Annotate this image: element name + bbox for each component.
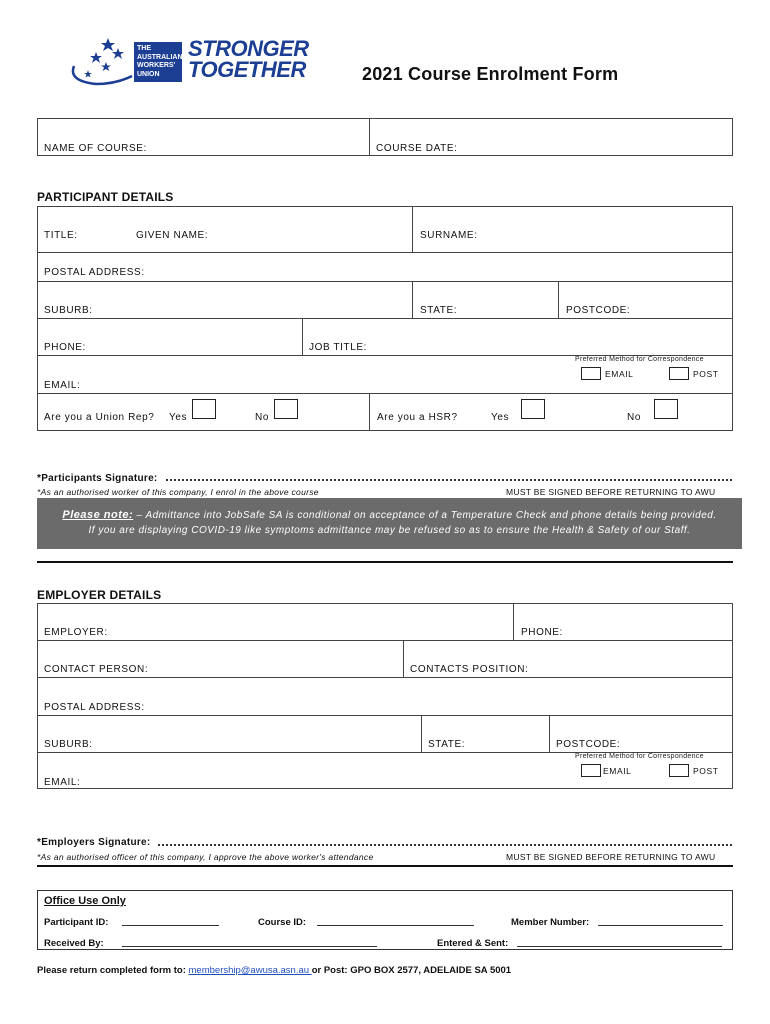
hsr-yes-label: Yes	[491, 412, 510, 423]
pref-email-checkbox[interactable]	[581, 367, 601, 380]
received-by-label: Received By:	[44, 938, 104, 949]
surname-field[interactable]: SURNAME:	[420, 230, 478, 241]
pref-email-label: EMAIL	[605, 369, 634, 379]
employer-postal-address-field[interactable]: POSTAL ADDRESS:	[44, 702, 145, 713]
employer-state-field[interactable]: STATE:	[428, 739, 466, 750]
logo-text: WORKERS'	[137, 62, 176, 69]
employer-signature-note: *As an authorised officer of this company, I approve the above worker's attendance	[37, 852, 374, 862]
union-rep-no-checkbox[interactable]	[274, 399, 298, 419]
participant-signature-note: *As an authorised worker of this company, I enrol in the above course	[37, 487, 319, 497]
slogan-line: STRONGER	[188, 36, 309, 61]
employer-table	[37, 603, 733, 789]
return-post: Post: GPO BOX 2577, ADELAIDE SA 5001	[323, 965, 512, 976]
member-number-label: Member Number:	[511, 917, 590, 928]
employer-postcode-field[interactable]: POSTCODE:	[556, 739, 621, 750]
stars-swoosh-icon	[66, 36, 136, 86]
employer-phone-field[interactable]: PHONE:	[521, 627, 563, 638]
member-number-line[interactable]	[598, 925, 723, 926]
slogan-line: TOGETHER	[188, 57, 306, 82]
suburb-field[interactable]: SUBURB:	[44, 305, 93, 316]
union-rep-yes-checkbox[interactable]	[192, 399, 216, 419]
participant-heading: PARTICIPANT DETAILS	[37, 190, 174, 204]
postcode-field[interactable]: POSTCODE:	[566, 305, 631, 316]
hsr-no-checkbox[interactable]	[654, 399, 678, 419]
membership-email-link[interactable]: membership@awusa.asn.au	[188, 965, 312, 976]
pref-correspondence-label: Preferred Method for Correspondence	[575, 356, 704, 363]
participant-id-line[interactable]	[122, 925, 219, 926]
postal-address-field[interactable]: POSTAL ADDRESS:	[44, 267, 145, 278]
hsr-question: Are you a HSR?	[377, 412, 458, 423]
employer-field[interactable]: EMPLOYER:	[44, 627, 108, 638]
course-id-line[interactable]	[317, 925, 474, 926]
office-use-box	[37, 890, 733, 950]
received-by-line[interactable]	[122, 946, 377, 947]
employer-signature-label: *Employers Signature:	[37, 837, 151, 848]
union-name-box	[134, 42, 182, 82]
entered-sent-label: Entered & Sent:	[437, 938, 509, 949]
pref-post-label: POST	[693, 369, 719, 379]
hsr-yes-checkbox[interactable]	[521, 399, 545, 419]
participant-signature-line[interactable]	[166, 475, 732, 481]
course-name-field[interactable]: NAME OF COURSE:	[44, 143, 147, 154]
employer-pref-email-label: EMAIL	[603, 766, 632, 776]
contact-person-field[interactable]: CONTACT PERSON:	[44, 664, 149, 675]
pref-post-checkbox[interactable]	[669, 367, 689, 380]
return-or: or	[311, 965, 324, 976]
job-title-field[interactable]: JOB TITLE:	[309, 342, 368, 353]
entered-sent-line[interactable]	[517, 946, 722, 947]
employer-pref-post-label: POST	[693, 766, 719, 776]
logo-text: THE	[137, 45, 151, 52]
course-date-field[interactable]: COURSE DATE:	[376, 143, 458, 154]
participant-id-label: Participant ID:	[44, 917, 109, 928]
notice-line1: – Admittance into JobSafe SA is conditional on acceptance of a Temperature Check and phone details being provided.	[133, 510, 717, 521]
employer-email-field[interactable]: EMAIL:	[44, 777, 81, 788]
return-instructions	[37, 965, 511, 976]
page-title: 2021 Course Enrolment Form	[362, 64, 619, 84]
employer-must-sign: MUST BE SIGNED BEFORE RETURNING TO AWU	[506, 852, 716, 862]
hsr-no-label: No	[627, 412, 641, 423]
state-field[interactable]: STATE:	[420, 305, 458, 316]
given-name-field[interactable]: GIVEN NAME:	[136, 230, 209, 241]
logo-text: UNION	[137, 70, 160, 78]
divider	[37, 865, 733, 867]
union-rep-yes-label: Yes	[169, 412, 188, 423]
phone-field[interactable]: PHONE:	[44, 342, 86, 353]
employer-pref-email-checkbox[interactable]	[581, 764, 601, 777]
notice-heading: Please note:	[62, 509, 134, 521]
divider	[37, 561, 733, 563]
employer-signature-line[interactable]	[158, 840, 732, 846]
slogan	[188, 38, 309, 80]
participant-signature-label: *Participants Signature:	[37, 473, 158, 484]
office-use-heading: Office Use Only	[44, 895, 126, 907]
course-id-label: Course ID:	[258, 917, 307, 928]
union-rep-no-label: No	[255, 412, 269, 423]
return-prefix: Please return completed form to:	[37, 965, 189, 976]
email-field[interactable]: EMAIL:	[44, 380, 81, 391]
covid-notice	[37, 498, 742, 549]
contacts-position-field[interactable]: CONTACTS POSITION:	[410, 664, 529, 675]
employer-pref-correspondence-label: Preferred Method for Correspondence	[575, 753, 704, 760]
employer-pref-post-checkbox[interactable]	[669, 764, 689, 777]
employer-suburb-field[interactable]: SUBURB:	[44, 739, 93, 750]
awu-logo	[66, 36, 326, 86]
union-rep-question: Are you a Union Rep?	[44, 412, 155, 423]
title-field[interactable]: TITLE:	[44, 230, 78, 241]
participant-must-sign: MUST BE SIGNED BEFORE RETURNING TO AWU	[506, 487, 716, 497]
notice-line2: If you are displaying COVID-19 like symptoms admittance may be refused so as to ensure the Health & Safety of our Staff.	[88, 525, 691, 536]
employer-heading: EMPLOYER DETAILS	[37, 588, 162, 602]
logo-text: AUSTRALIAN	[137, 53, 183, 61]
